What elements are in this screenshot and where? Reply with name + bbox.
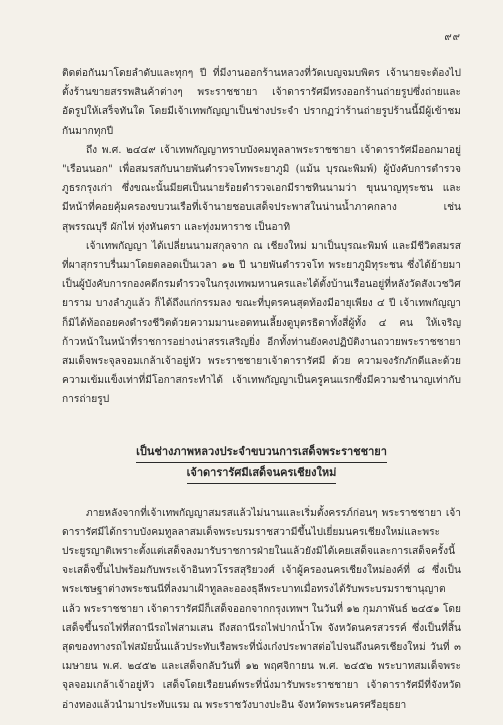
paragraph: ติดต่อกันมาโดยลำดับและทุกๆ ปี ที่มีงานออกร้านหลวงที่วัดเบญจมบพิตร เจ้านายจะต้องไปตั้งร้านขายสรรพสินค้าต่างๆ พระราชชายา เจ้าดารารัศมีทรงออกร้านถ่ายรูปซึ่งถ่ายและอัดรูปให้เสร็จทันใด โดยมีเจ้าเทพกัญญาเป็นช่างประจำ ปรากฏว่าร้านถ่ายรูปร้านนี้มีผู้เข้าชมกันมากทุกปี xyxy=(62,68,461,137)
section-heading-line-1: เป็นช่างภาพหลวงประจำขบวนการเสด็จพระราชชายา xyxy=(136,442,387,463)
paragraph: เจ้าเทพกัญญา ได้เปลี่ยนนามสกุลจาก ณ เชียงใหม่ มาเป็นบุรณะพิมพ์ และมีชีวิตสมรสที่ผาสุกราบรื่นมาโดยตลอดเป็นเวลา ๑๒ ปี นายพันตำรวจโท พระยาภูมิทุระชน ซึ่งได้ย้ายมาเป็นผู้บังคับการกองคดีกรมตำรวจในกรุงเทพมหานครและได้ตั้งบ้านเรือนอยู่ที่หลังวัดสังเวชวิศยาราม บางลำภูแล้ว ก็ได้ถึงแก่กรรมลง ขณะที่บุตรคนสุดท้องมีอายุเพียง ๔ ปี เจ้าเทพกัญญาก็มิได้ท้อถอยคงดำรงชีวิตด้วยความมานะอดทนเลี้ยงดูบุตรธิดาทั้งสี่ผู้ทั้ง ๔ คน ให้เจริญก้าวหน้าในหน้าที่ราชการอย่างน่าสรรเสริญยิ่ง อีกทั้งท่านยังคงปฏิบัติงานถวายพระราชชายาสมเด็จพระจุลจอมเกล้าเจ้าอยู่หัว พระราชชายาเจ้าดารารัศมี ด้วย ความจงรักภักดีและด้วยความเข้มแข็งเท่าที่มีโอกาสกระทำได้ เจ้าเทพกัญญาเป็นครูคนแรกซึ่งมีความชำนาญเท่ากับการถ่ายรูป xyxy=(62,240,461,406)
paragraph: ภายหลังจากที่เจ้าเทพกัญญาสมรสแล้วไม่นานและเริ่มตั้งครรภ์ก่อนๆ พระราชชายา เจ้าดารารัศมีได้กราบบังคมทูลลาสมเด็จพระบรมราชสวามีขึ้นไปเยี่ยมนครเชียงใหม่และพระประยูรญาติเพราะตั้งแต่เสด็จลงมารับราชการฝ่ายในแล้วยังมิได้เคยเสด็จและการเสด็จครั้งนี้จะเสด็จขึ้นไปพร้อมกับพระเจ้าอินทวโรรสสุริยวงศ์ เจ้าผู้ครองนครเชียงใหม่องค์ที่ ๘ ซึ่งเป็นพระเชษฐาต่างพระชนนีที่ลงมาเฝ้าทูลละอองธุลีพระบาทเมื่อทรงได้รับพระบรมราชานุญาตแล้ว พระราชชายา เจ้าดารารัศมีก็เสด็จออกจากกรุงเทพฯ ในวันที่ ๑๒ กุมภาพันธ์ ๒๔๕๑ โดยเสด็จขึ้นรถไฟที่สถานีรถไฟสามเสน ถึงสถานีรถไฟปากน้ำโพ จังหวัดนครสวรรค์ ซึ่งเป็นที่สิ้นสุดของทางรถไฟสมัยนั้นแล้วประทับเรือพระที่นั่งเก๋งประพาสต่อไปจนถึงนครเชียงใหม่ วันที่ ๓ เมษายน พ.ศ. ๒๔๕๒ และเสด็จกลับวันที่ ๑๒ พฤศจิกายน พ.ศ. ๒๔๕๒ พระบาทสมเด็จพระจุลจอมเกล้าเจ้าอยู่หัว เสด็จโดยเรือยนต์พระที่นั่งมารับพระราชชายา เจ้าดารารัศมีที่จังหวัดอ่างทองแล้วนำมาประทับแรม ณ พระราชวังบางปะอิน จังหวัดพระนครศรีอยุธยา xyxy=(62,507,462,711)
paragraph: ถึง พ.ศ. ๒๔๔๙ เจ้าเทพกัญญาทราบบังคมทูลลาพระราชชายา เจ้าดารารัศมีออกมาอยู่ "เรือนนอก" เพื่อสมรสกับนายพันตำรวจโทพระยาภูมิ (แม้น บุรณะพิมพ์) ผู้บังคับการตำรวจภูธรกรุงเก่า ซึ่งขณะนั้นมียศเป็นนายร้อยตำรวจเอกมีราชทินนามว่า ขุนนาญทุระชน และมีหน้าที่คอยคุ้มครองขบวนเรือที่เจ้านายชอบเสด็จประพาสในน่านน้ำภาคกลาง เช่น สุพรรณบุรี ผักไห่ ทุ่งหันตรา และทุ่งมหาราช เป็นอาทิ xyxy=(62,144,461,233)
section-heading xyxy=(62,442,461,484)
section-heading-line-2: เจ้าดารารัศมีเสด็จนครเชียงใหม่ xyxy=(187,463,337,484)
body-section-2 xyxy=(62,504,461,715)
page-number: ๙๙ xyxy=(444,32,461,43)
body-section-1 xyxy=(62,64,461,410)
